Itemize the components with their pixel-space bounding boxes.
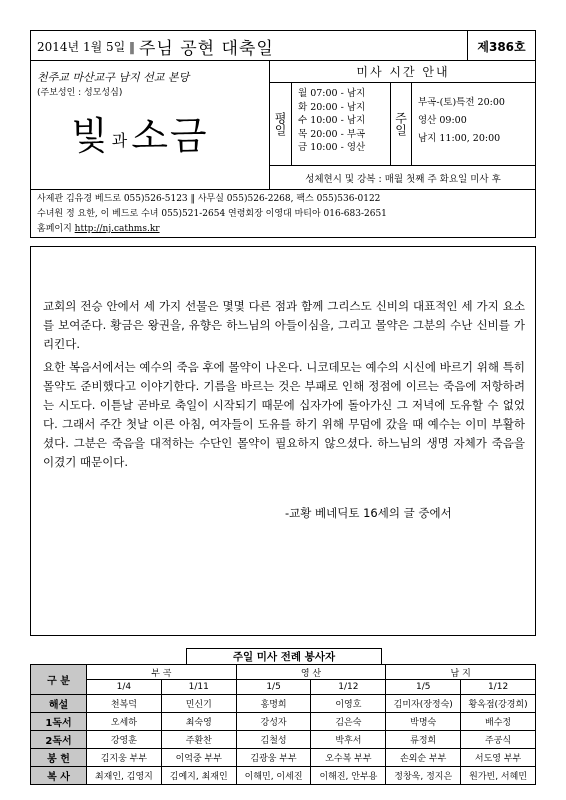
roster-role: 복 사 [31,767,87,785]
roster-cell: 김미자(장정숙) [386,695,461,713]
table-row [31,731,536,749]
roster-cell: 오세하 [87,713,162,731]
roster-cell: 이해민, 이세진 [236,767,311,785]
roster-cell: 황옥점(강경희) [461,695,536,713]
roster-cell: 최숙영 [161,713,236,731]
homepage-link[interactable]: http://nj.cathms.kr [74,224,160,234]
liturgy-roster-table [30,664,536,785]
roster-group-row [31,665,536,680]
roster-cell: 강영훈 [87,731,162,749]
bulletin-logo [71,105,209,160]
roster-cell: 김광웅 부부 [236,749,311,767]
weekday-item: 금 10:00 - 영산 [298,142,366,153]
mass-schedule-title: 미사 시간 안내 [270,61,536,83]
feast-title: 주님 공현 대축일 [139,39,274,59]
roster-cell: 이해진, 안부용 [311,767,386,785]
roster-cell: 배수정 [461,713,536,731]
roster-date: 1/5 [386,680,461,695]
roster-cell: 박후서 [311,731,386,749]
issue-date: 2014년 1월 5일 ‖ [37,40,136,54]
roster-role: 해설 [31,695,87,713]
roster-cell: 정창욱, 정지은 [386,767,461,785]
article-signature: -교황 베네딕토 16세의 글 중에서 [285,506,452,520]
roster-cell: 홍명희 [236,695,311,713]
roster-role: 2독서 [31,731,87,749]
weekday-label: 평일 [270,83,292,165]
parish-name: 천주교 마산교구 남지 선교 본당 [37,71,190,84]
issue-number: 제386호 [467,31,535,61]
roster-cell: 류정희 [386,731,461,749]
roster-cell: 강성자 [236,713,311,731]
roster-cell: 최재인, 김영지 [87,767,162,785]
article-text [43,297,525,476]
roster-cell: 원가빈, 서혜민 [461,767,536,785]
roster-cell: 박명숙 [386,713,461,731]
roster-corner-label: 구 분 [31,665,87,695]
roster-date: 1/12 [461,680,536,695]
weekday-item: 화 20:00 - 남지 [298,101,366,113]
logo-word-salt: 소금 [131,114,209,158]
adoration-notice: 성체현시 및 강복 : 매월 첫째 주 화요일 미사 후 [270,165,536,189]
roster-date: 1/12 [311,680,386,695]
roster-group: 영 산 [236,665,386,680]
roster-cell: 오수복 부부 [311,749,386,767]
roster-cell: 이억중 부부 [161,749,236,767]
roster-date: 1/5 [236,680,311,695]
homepage-line [37,222,529,237]
article-paragraph: 요한 복음서에서는 예수의 죽음 후에 몰약이 나온다. 니코데모는 예수의 시신에 바르기 위해 특히 몰약도 준비했다고 이야기한다. 기름을 바르는 것은 부패로 인해 정점에 이르는 죽음에 저항하려는 시도다. 이튿날 곧바로 축일이 시작되기 때문에 십자가에 돌아가신 그 저녁에 도유할 수 없었다. 그래서 주간 첫날 이른 아침, 여자들이 도유를 하기 위해 무덤에 갔을 때 예수는 이미 부활하셨다. 그분은 죽음을 대적하는 수단인 몰약이 필요하지 않으셨다. 하느님의 생명 자체가 죽음을 이겼기 때문이다. [43,360,525,469]
roster-cell: 김철성 [236,731,311,749]
sunday-schedule [418,94,505,148]
bulletin-header [30,30,536,238]
article-box [30,246,536,636]
mass-schedule [269,61,535,189]
roster-title: 주일 미사 전례 봉사자 [186,648,382,664]
roster-cell: 서도영 부부 [461,749,536,767]
weekday-schedule [298,87,365,155]
table-row [31,767,536,785]
roster-cell: 김예지, 최재인 [161,767,236,785]
roster-cell: 천복덕 [87,695,162,713]
roster-date: 1/4 [87,680,162,695]
contact-info [31,189,535,237]
roster-group: 남 지 [386,665,536,680]
roster-group: 부 곡 [87,665,237,680]
roster-cell: 이영호 [311,695,386,713]
sunday-label: 주일 [390,83,412,165]
roster-role: 1독서 [31,713,87,731]
roster-role: 봉 헌 [31,749,87,767]
patron-saint: (주보성인 : 성모성심) [37,88,123,98]
roster-cell: 손외순 부부 [386,749,461,767]
weekday-item: 목 20:00 - 부곡 [298,128,366,140]
contact-line: 사제관 김유경 베드로 055)526-5123 ‖ 사무실 055)526-2268, 팩스 055)536-0122 [37,194,381,204]
sunday-item: 영산 09:00 [418,115,467,126]
table-row [31,749,536,767]
sunday-item: 남지 11:00, 20:00 [418,133,501,144]
contact-line: 수녀원 정 요한, 이 베드로 수녀 055)521-2654 연령회장 이영대 마티아 016-683-2651 [37,209,387,219]
homepage-label: 홈페이지 [37,224,72,234]
roster-cell: 김은숙 [311,713,386,731]
roster-cell: 주공식 [461,731,536,749]
table-row [31,695,536,713]
roster-cell: 주환찬 [161,731,236,749]
table-row [31,713,536,731]
roster-date: 1/11 [161,680,236,695]
roster-date-row [31,680,536,695]
logo-conjunction: 과 [111,131,130,150]
weekday-item: 수 10:00 - 남지 [298,115,366,126]
article-paragraph: 교회의 전승 안에서 세 가지 선물은 몇몇 다른 점과 함께 그리스도 신비의 대표적인 세 가지 요소를 보여준다. 황금은 왕권을, 유향은 하느님의 아들이심을, 그리고 몰약은 그분의 수난 신비를 가리킨다. [43,299,525,351]
weekday-item: 월 07:00 - 남지 [298,88,366,99]
logo-word-light: 빛 [71,114,110,158]
roster-cell: 민신기 [161,695,236,713]
roster-cell: 김지웅 부부 [87,749,162,767]
title-bar [31,31,535,61]
sunday-item: 부곡-(토)특전 20:00 [418,97,505,108]
